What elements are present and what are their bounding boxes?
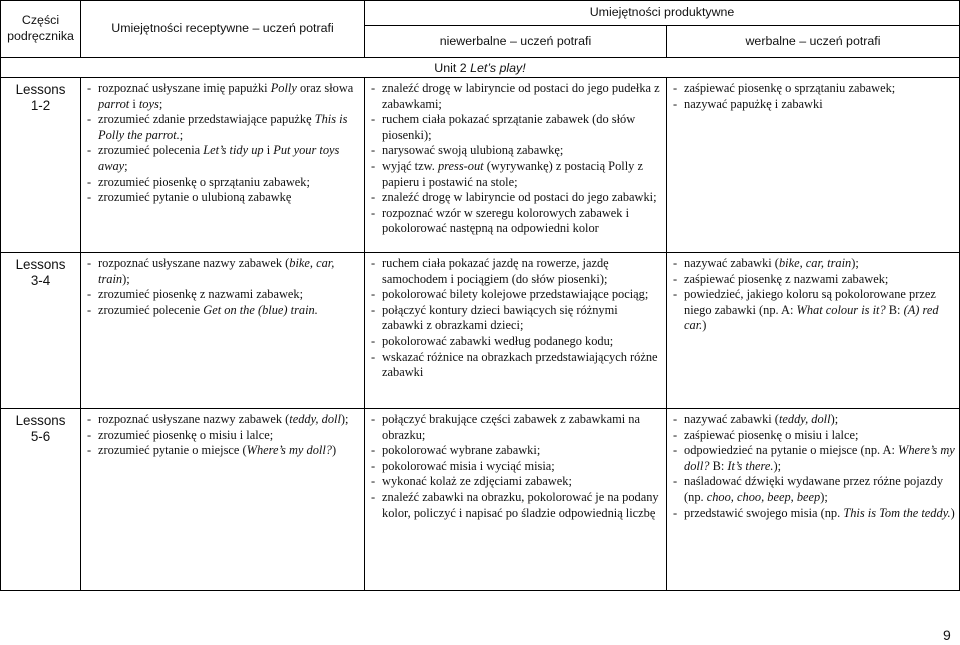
bullet-dash: - bbox=[371, 489, 376, 504]
list-item-text: nazywać zabawki (bike, car, train); bbox=[684, 256, 859, 270]
page-number: 9 bbox=[943, 627, 951, 643]
bullet-dash: - bbox=[673, 81, 678, 95]
receptive-cell bbox=[81, 78, 365, 253]
bullet-dash: - bbox=[673, 256, 678, 270]
list-item bbox=[371, 287, 662, 303]
list-item bbox=[87, 303, 360, 319]
header-row-top bbox=[1, 1, 960, 26]
bullet-dash: - bbox=[87, 443, 92, 458]
bullet-dash: - bbox=[371, 112, 376, 127]
nonverbal-cell bbox=[365, 253, 667, 409]
bullet-dash: - bbox=[371, 474, 376, 489]
list-item bbox=[87, 190, 360, 206]
list-item-text: zaśpiewać piosenkę z nazwami zabawek; bbox=[684, 271, 889, 286]
bullet-dash: - bbox=[673, 474, 678, 489]
list-item-text: wskazać różnice na obrazkach przedstawiających różne zabawki bbox=[382, 349, 658, 380]
list-item bbox=[371, 443, 662, 459]
list-item bbox=[371, 334, 662, 350]
header-nonverbal: niewerbalne – uczeń potrafi bbox=[365, 26, 667, 58]
list-item bbox=[371, 474, 662, 490]
list-item bbox=[371, 303, 662, 334]
lesson-row bbox=[1, 253, 960, 409]
list-item bbox=[371, 112, 662, 143]
list-item-text: pokolorować wybrane zabawki; bbox=[382, 443, 541, 458]
bullet-dash: - bbox=[673, 427, 678, 442]
lesson-range: 5-6 bbox=[30, 429, 51, 444]
list-item bbox=[87, 287, 360, 303]
list-item-text: ruchem ciała pokazać jazdę na rowerze, jazdę samochodem i pociągiem (do słów piosenki); bbox=[382, 256, 609, 286]
lesson-range: 3-4 bbox=[30, 273, 51, 288]
list-item bbox=[87, 143, 360, 174]
lesson-word: Lessons bbox=[15, 257, 66, 272]
bullet-dash: - bbox=[87, 143, 92, 158]
list-item-text: nazywać zabawki (teddy, doll); bbox=[684, 412, 839, 426]
bullet-dash: - bbox=[87, 190, 92, 205]
receptive-cell bbox=[81, 253, 365, 409]
list-item bbox=[371, 412, 662, 443]
list-item bbox=[673, 474, 955, 505]
bullet-dash: - bbox=[371, 412, 376, 426]
list-item-text: zrozumieć piosenkę o sprzątaniu zabawek; bbox=[98, 174, 310, 189]
list-item-text: pokolorować zabawki według podanego kodu; bbox=[382, 333, 614, 348]
list-item-text: powiedzieć, jakiego koloru są pokolorowane przez niego zabawki (np. A: What colour is it? B: (A) red car.) bbox=[684, 287, 939, 333]
list-item bbox=[87, 256, 360, 287]
list-item-text: przedstawić swojego misia (np. This is Tom the teddy.) bbox=[684, 505, 955, 520]
list-item-text: zaśpiewać piosenkę o misiu i lalce; bbox=[684, 427, 859, 442]
list-item-text: zaśpiewać piosenkę o sprzątaniu zabawek; bbox=[684, 81, 896, 95]
bullet-dash: - bbox=[87, 256, 92, 270]
list-item bbox=[371, 159, 662, 190]
list-item-text: zrozumieć pytanie o ulubioną zabawkę bbox=[98, 190, 292, 205]
lesson-label bbox=[1, 78, 81, 253]
header-receptive: Umiejętności receptywne – uczeń potrafi bbox=[81, 1, 365, 58]
bullet-dash: - bbox=[87, 174, 92, 189]
lesson-label bbox=[1, 253, 81, 409]
list-item bbox=[87, 428, 360, 444]
lesson-row bbox=[1, 78, 960, 253]
bullet-dash: - bbox=[371, 81, 376, 95]
list-item bbox=[673, 97, 955, 113]
bullet-dash: - bbox=[371, 349, 376, 364]
list-item-text: znaleźć drogę w labiryncie od postaci do jego zabawki; bbox=[382, 190, 657, 205]
nonverbal-cell bbox=[365, 409, 667, 591]
bullet-dash: - bbox=[87, 412, 92, 426]
nonverbal-cell bbox=[365, 78, 667, 253]
bullet-dash: - bbox=[371, 143, 376, 158]
lesson-word: Lessons bbox=[15, 82, 66, 97]
list-item bbox=[87, 175, 360, 191]
list-item-text: zrozumieć zdanie przedstawiające papużkę This is Polly the parrot.; bbox=[98, 112, 348, 142]
list-item-text: połączyć brakujące części zabawek z zabawkami na obrazku; bbox=[382, 412, 640, 442]
verbal-cell bbox=[667, 253, 960, 409]
bullet-dash: - bbox=[673, 505, 678, 520]
list-item-text: odpowiedzieć na pytanie o miejsce (np. A: Where’s my doll? B: It’s there.); bbox=[684, 443, 955, 473]
bullet-dash: - bbox=[87, 81, 92, 95]
list-item bbox=[87, 412, 360, 428]
verbal-cell bbox=[667, 409, 960, 591]
list-item-text: wykonać kolaż ze zdjęciami zabawek; bbox=[382, 474, 572, 489]
list-item-text: rozpoznać usłyszane imię papużki Polly oraz słowa parrot i toys; bbox=[98, 81, 354, 111]
list-item-text: pokolorować bilety kolejowe przedstawiające pociąg; bbox=[382, 287, 649, 302]
bullet-dash: - bbox=[673, 443, 678, 458]
bullet-dash: - bbox=[673, 96, 678, 111]
list-item bbox=[371, 459, 662, 475]
bullet-dash: - bbox=[371, 205, 376, 220]
lesson-range: 1-2 bbox=[30, 98, 51, 113]
header-parts: Części podręcznika bbox=[1, 1, 81, 58]
header-verbal: werbalne – uczeń potrafi bbox=[667, 26, 960, 58]
bullet-dash: - bbox=[371, 458, 376, 473]
bullet-dash: - bbox=[87, 112, 92, 127]
list-item-text: rozpoznać wzór w szeregu kolorowych zabawek i pokolorować następną na odpowiedni kolor bbox=[382, 205, 630, 236]
unit-title bbox=[1, 58, 960, 78]
unit-row bbox=[1, 58, 960, 78]
list-item bbox=[673, 81, 955, 97]
list-item-text: zrozumieć piosenkę z nazwami zabawek; bbox=[98, 287, 304, 302]
bullet-dash: - bbox=[371, 158, 376, 173]
list-item-text: zrozumieć polecenie Get on the (blue) train. bbox=[98, 302, 318, 317]
list-item bbox=[371, 350, 662, 381]
list-item bbox=[87, 81, 360, 112]
list-item-text: naśladować dźwięki wydawane przez różne pojazdy (np. choo, choo, beep, beep); bbox=[684, 474, 944, 504]
list-item bbox=[371, 256, 662, 287]
list-item bbox=[673, 272, 955, 288]
list-item-text: pokolorować misia i wyciąć misia; bbox=[382, 458, 555, 473]
lesson-label bbox=[1, 409, 81, 591]
unit-prefix: Unit 2 bbox=[434, 61, 467, 76]
list-item bbox=[87, 112, 360, 143]
list-item-text: nazywać papużkę i zabawki bbox=[684, 96, 823, 111]
list-item bbox=[87, 443, 360, 459]
bullet-dash: - bbox=[673, 287, 678, 302]
bullet-dash: - bbox=[87, 427, 92, 442]
list-item-text: znaleźć zabawki na obrazku, pokolorować je na podany kolor, policzyć i napisać po śladzie odpowiednią liczbę bbox=[382, 489, 659, 520]
bullet-dash: - bbox=[371, 256, 376, 270]
list-item bbox=[371, 143, 662, 159]
bullet-dash: - bbox=[371, 302, 376, 317]
bullet-dash: - bbox=[87, 302, 92, 317]
list-item bbox=[371, 206, 662, 237]
bullet-dash: - bbox=[371, 333, 376, 348]
list-item bbox=[673, 443, 955, 474]
receptive-cell bbox=[81, 409, 365, 591]
list-item bbox=[371, 81, 662, 112]
list-item-text: rozpoznać usłyszane nazwy zabawek (teddy, doll); bbox=[98, 412, 349, 426]
list-item-text: narysować swoją ulubioną zabawkę; bbox=[382, 143, 564, 158]
bullet-dash: - bbox=[87, 287, 92, 302]
list-item bbox=[673, 287, 955, 334]
bullet-dash: - bbox=[371, 190, 376, 205]
lesson-word: Lessons bbox=[15, 413, 66, 428]
lesson-row bbox=[1, 409, 960, 591]
list-item-text: rozpoznać usłyszane nazwy zabawek (bike, car, train); bbox=[98, 256, 335, 286]
list-item bbox=[673, 412, 955, 428]
bullet-dash: - bbox=[673, 271, 678, 286]
list-item bbox=[673, 256, 955, 272]
list-item-text: znaleźć drogę w labiryncie od postaci do jego pudełka z zabawkami; bbox=[382, 81, 660, 111]
bullet-dash: - bbox=[673, 412, 678, 426]
list-item bbox=[371, 190, 662, 206]
list-item-text: zrozumieć piosenkę o misiu i lalce; bbox=[98, 427, 274, 442]
list-item-text: zrozumieć pytanie o miejsce (Where’s my doll?) bbox=[98, 443, 337, 458]
list-item-text: ruchem ciała pokazać sprzątanie zabawek (do słów piosenki); bbox=[382, 112, 636, 142]
bullet-dash: - bbox=[371, 287, 376, 302]
list-item-text: połączyć kontury dzieci bawiących się różnymi zabawki z obrazkami dzieci; bbox=[382, 302, 618, 333]
header-productive: Umiejętności produktywne bbox=[365, 1, 960, 26]
verbal-cell bbox=[667, 78, 960, 253]
list-item bbox=[673, 506, 955, 522]
list-item-text: zrozumieć polecenia Let’s tidy up i Put your toys away; bbox=[98, 143, 340, 173]
list-item-text: wyjąć tzw. press-out (wyrywankę) z postacią Polly z papieru i postawić na stole; bbox=[382, 158, 643, 189]
unit-name: Let’s play! bbox=[470, 61, 526, 76]
list-item bbox=[673, 428, 955, 444]
list-item bbox=[371, 490, 662, 521]
bullet-dash: - bbox=[371, 443, 376, 458]
